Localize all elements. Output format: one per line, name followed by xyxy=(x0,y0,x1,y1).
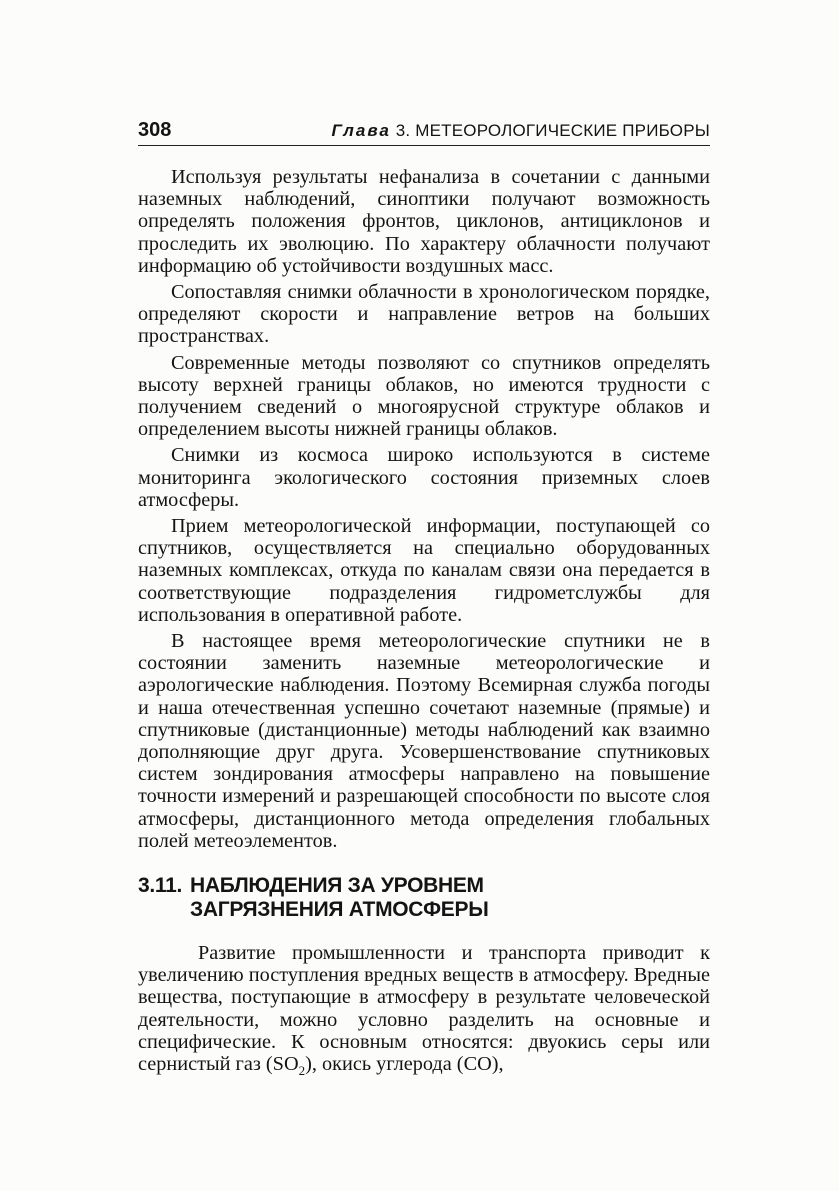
section-title-line2: ЗАГРЯЗНЕНИЯ АТМОСФЕРЫ xyxy=(190,898,489,921)
body-text xyxy=(138,166,710,852)
chapter-title: 3. МЕТЕОРОЛОГИЧЕСКИЕ ПРИБОРЫ xyxy=(395,121,710,140)
paragraph: В настоящее время метеорологические спутники не в состоянии заменить наземные метеорологические и аэрологические наблюдения. Поэтому Всемирная служба погоды и наша отечественная успешно сочетают наземные (прямые) и спутниковые (дистанционные) методы наблюдений как взаимно дополняющие друг друга. Усовершенствование спутниковых систем зондирования атмосферы направлено на повышение точности измерений и разрешающей способности по высоте слоя атмосферы, дистанционного метода определения глобальных полей метеоэлементов. xyxy=(138,630,710,852)
section-number: 3.11. xyxy=(138,874,183,897)
paragraph-text-end: ), окись углерода (CO), xyxy=(305,1053,504,1076)
running-header xyxy=(138,118,710,146)
running-title xyxy=(332,120,711,142)
section-title-line1: НАБЛЮДЕНИЯ ЗА УРОВНЕМ xyxy=(190,874,484,897)
section-heading xyxy=(138,874,710,922)
section-body xyxy=(138,942,710,1079)
paragraph: Сопоставляя снимки облачности в хронологическом порядке, определяют скорости и направление ветров на больших пространствах. xyxy=(138,281,710,348)
paragraph: Снимки из космоса широко используются в системе мониторинга экологического состояния приземных слоев атмосферы. xyxy=(138,444,710,511)
paragraph xyxy=(138,942,710,1079)
paragraph-text: Развитие промышленности и транспорта приводит к увеличению поступления вредных веществ в атмосферу. Вредные вещества, поступающие в атмосферу в результате человеческой деятельности, можно условно разделить на основные и специфические. К основным относятся: двуокись серы или сернистый газ (SO xyxy=(138,942,710,1076)
paragraph: Современные методы позволяют со спутников определять высоту верхней границы облаков, но имеются трудности с получением сведений о многоярусной структуре облаков и определением высоты нижней границы облаков. xyxy=(138,351,710,441)
subscript: 2 xyxy=(298,1063,306,1079)
paragraph: Прием метеорологической информации, поступающей со спутников, осуществляется на специально оборудованных наземных комплексах, откуда по каналам связи она передается в соответствующие подразделения гидрометслужбы для использования в оперативной работе. xyxy=(138,515,710,626)
paragraph: Используя результаты нефанализа в сочетании с данными наземных наблюдений, синоптики получают возможность определять положения фронтов, циклонов, антициклонов и проследить их эволюцию. По характеру облачности получают информацию об устойчивости воздушных масс. xyxy=(138,166,710,277)
header-rule xyxy=(138,145,710,146)
page-number: 308 xyxy=(138,119,172,141)
chapter-word: Глава xyxy=(331,121,391,140)
